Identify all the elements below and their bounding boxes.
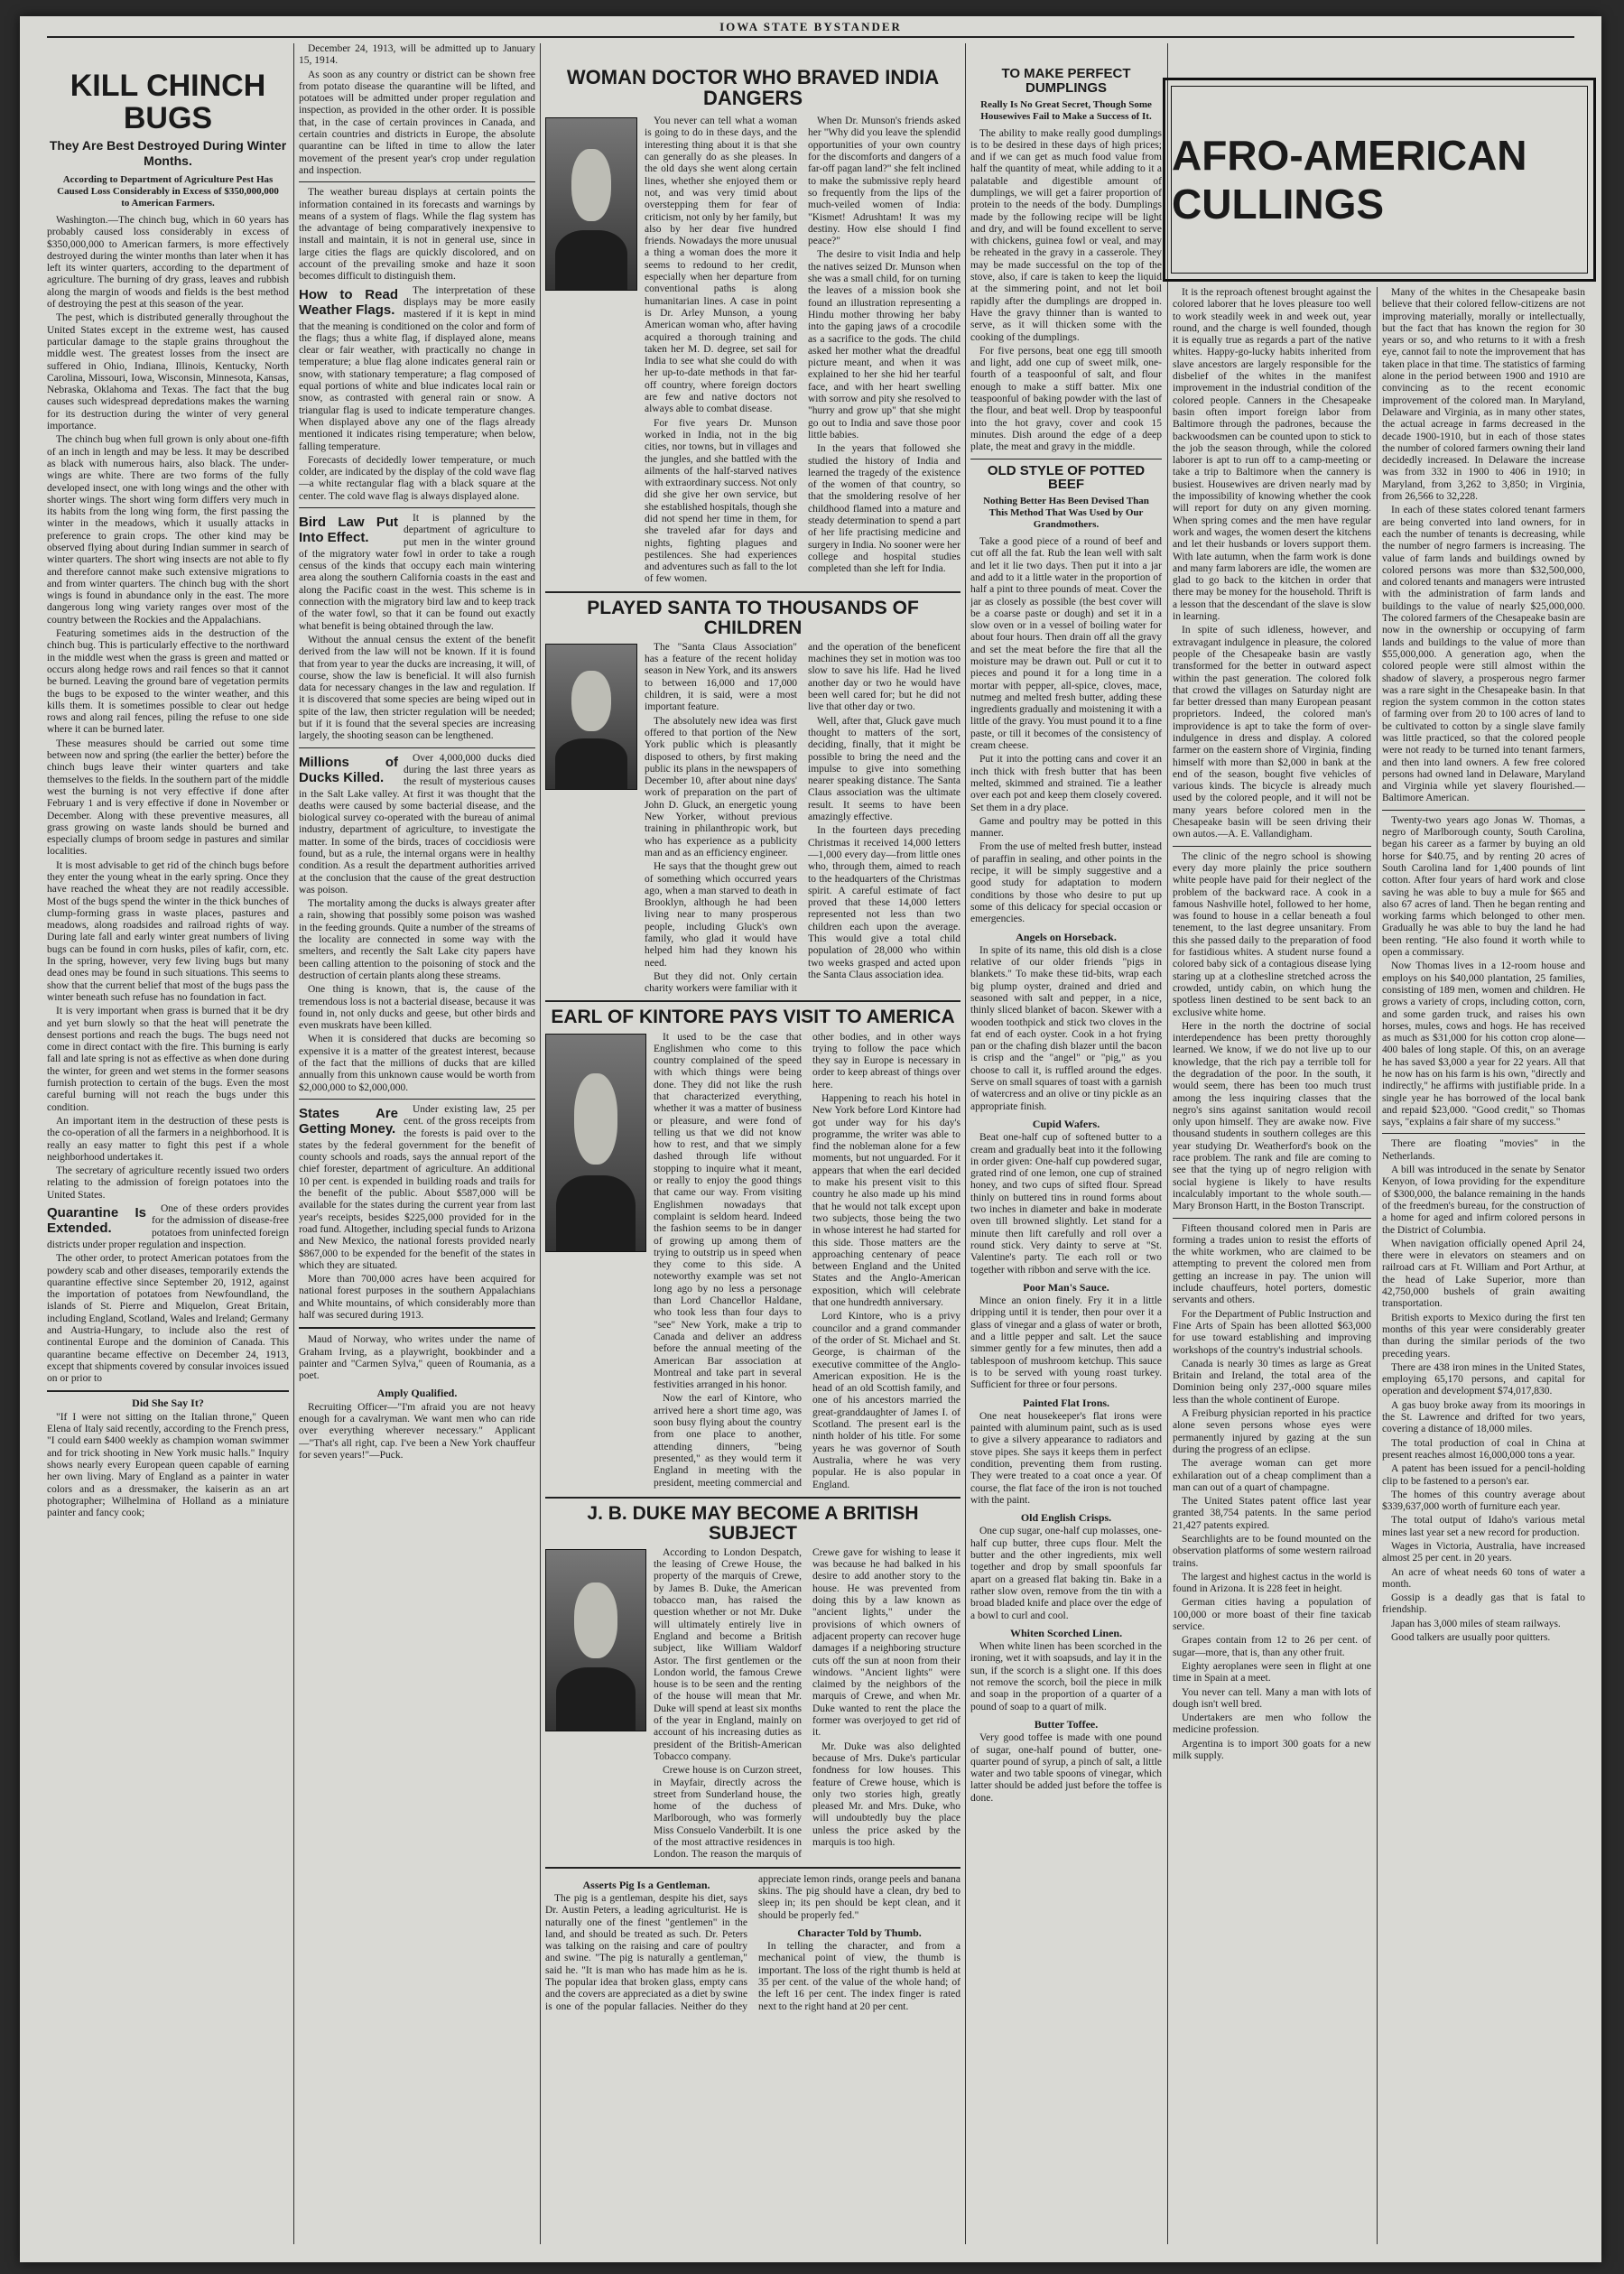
- cullings-para-15: Eighty aeroplanes were seen in flight at one time in Spain at a meet.: [1173, 1660, 1371, 1685]
- linen-heading: Whiten Scorched Linen.: [1009, 1626, 1123, 1639]
- weather-sidehead: How to Read Weather Flags.: [299, 286, 398, 318]
- amply-heading: Amply Qualified.: [376, 1387, 458, 1400]
- right-para-4: Now Thomas lives in a 12-room house and employs on his $40,000 plantation, 25 families, consisting of 189 men, women and children. He grows a variety of crops, including cotton, corn, and some garden truck, and raises his own horses, mules, cows and hogs. He has received as much as $31,000 for his cotton crop alone—400 bales of long staple. Of this, on an average he has saved $3,000 a year for 22 years. All that he now has on his farm is his own, "directly and indirectly," he affirms with justifiable pride. In a single year he has borrowed of the local bank and repaid $23,000. "Good credit," so Thomas says, "explains a fair share of my success.": [1382, 961, 1585, 1128]
- santa-headline: PLAYED SANTA TO THOUSANDS OF CHILDREN: [587, 597, 919, 638]
- chinch-para-2: The pest, which is distributed generally throughout the United States except in the extreme west, has caused particular damage to the staple grains throughout the middle west. The greatest losses from the insect are suffered in Ohio, Indiana, Illinois, Kentucky, North Carolina, Missouri, Iowa, Wisconsin, Minnesota, Kansas, Nebraska, Oklahoma and Texas. The fact that the bug causes such widespread depredations makes the warning for its destruction during the winter of very general importance.: [47, 312, 289, 432]
- column-3: [545, 43, 960, 2244]
- quarantine-para-1: The secretary of agriculture recently issued two orders relating to the admission of foreign potatoes into the United States.: [47, 1165, 289, 1201]
- cullings-para-3: The clinic of the negro school is showing every day more plainly the price southern white people have paid for their neglect of the problem of the backward race. A cook in a famous Nashville hotel, followed to her home, was found to house in a cellar beneath a foul tenement, to the last degree unsanitary. From this she passed daily to the preparation of food for fastidious whites. A student nurse found a colored baby sick of a contagious disease lying staring up at a clothesline stretched across the crowded, untidy cabin, on which hung the spotless linen destined to be sent back to an exclusive white home.: [1173, 850, 1371, 1018]
- ducks-para-4: When it is considered that ducks are becoming so expensive it is a matter of the greatest interest, because of the fact that the millions of ducks that are killed annually from this unknown cause would be worth from $2,000,000 to $2,000,000.: [299, 1034, 535, 1093]
- right-para-17: Gossip is a deadly gas that is fatal to friendship.: [1382, 1592, 1585, 1616]
- quarantine-para-2: One of these orders provides for the admission of disease-free potatoes from uninfected foreign districts under proper regulation and inspection.: [47, 1203, 289, 1250]
- dumplings-para-2: For five persons, beat one egg till smooth and light, add one cup of sweet milk, one-fourth of a teaspoonful of salt, and flour enough to make a stiff batter. Mix one teaspoonful of baking powder with the last of the flour, and beat well. Drop by teaspoonful into the hot gravy, cover and cook 15 minutes. Dish around the edge of a deep plate, the meat and gravy in the middle.: [970, 345, 1162, 453]
- chinch-para-6: It is most advisable to get rid of the chinch bugs before they enter the young wheat in the early spring. Once they have reached the wheat they are not readily accessible. Most of the bugs spend the winter in the thick bunches of clump-forming grass in waste places, pastures and meadows, along roadsides and railroad rights of way. During late fall and early winter great numbers of living bugs can be found in corn husks, piles of kafir, corn, etc. In the spring, however, very few living bugs but many dead ones may be found in such situations. This seems to show that the current belief that most of the bugs pass the winter beneath such refuse has no foundation in fact.: [47, 859, 289, 1003]
- doctor-para-1: You never can tell what a woman is going to do in these days, and the interesting thing about it is that she can generally do as she pleases. In the old days she went along certain lines, whether she enjoyed them or not, and was very timid about overstepping them for fear of criticism, not only by her family, but also by her dear five hundred friends. Nowadays the more unusual a thing a woman does the more it seems to redound to her credit, especially when her departure from conventional paths is along humanitarian lines. A case in point is Dr. Arley Munson, a young American woman who, after having acquired a thorough training and taken her M. D. degree, set sail for India to see what she could do with her up-to-date methods in that far-off country, where foreign doctors are few and native doctors not always able to combat disease.: [645, 116, 797, 415]
- cupid-text: Beat one-half cup of softened butter to a cream and gradually beat into it the following in order given: One-half cup powdered sugar, grated rind of one lemon, one cup of strained honey, and two cups of sifted flour. Spread thinly on buttered tins in round forms about two inches in diameter and bake in moderate oven till browned slightly. Let stand for a minute then lift carefully and roll over a round stick. Very dainty to serve at "St. Valentine's party. Tie each roll or two together with ribbon and serve with the ice.: [970, 1132, 1162, 1276]
- duke-portrait: [545, 1549, 646, 1731]
- cullings-para-2: In spite of such idleness, however, and extravagant indulgence in pleasure, the colored people of the Chesapeake basin are vastly transformed for the better in outward aspect within the past generation. The colored folk that crowd the villages on Saturday night are far better dressed than many European peasant proprietors. Indeed, the colored man's improvidence is apt to take the form of over-indulgence in dress and display. A colored farmer on the eastern shore of Virginia, finding himself with more than $2,000 in bank at the end of the season, bought five vehicles of various kinds. The bicycle is already much used by the colored people, and it will not be many years before colored men in the Chesapeake basin will be seen driving their own autos.—A. E. Vallandigham.: [1173, 625, 1371, 840]
- maud-text: Maud of Norway, who writes under the name of Graham Irving, as a playwright, bookbinder and a painter and "Carmen Sylva," queen of Roumania, as a poet.: [299, 1334, 535, 1382]
- chinch-para-4: Featuring sometimes aids in the destruction of the chinch bug. This is particularly effective to the northward in the middle west when the grass is green and matted or occurs along hedge rows and rail fences so that it cannot be burned. Leaving the ground bare of vegetation permits the bugs to be exposed to the winter weather, and this kills them. It is sometimes possible to clear out hedge rows and along rail fences, piling the refuse to one side where it can be burned later.: [47, 628, 289, 736]
- poor-man-text: Mince an onion finely. Fry it in a little dripping until it is tender, then pour over it a glass of vinegar and a glass of water or broth, and a little pepper and salt. Let the sauce simmer gently for a few minutes, then add a tablespoon of mushroom ketchup. This sauce is to be served with young roast turkey. Sufficient for three or four persons.: [970, 1295, 1162, 1391]
- cullings-para-13: German cities having a population of 100,000 or more boast of their fine taxicab service.: [1173, 1597, 1371, 1633]
- cullings-para-1: It is the reproach oftenest brought against the colored laborer that he loves pleasure too well to work steadily week in and week out, year round, and the charge is well founded, though it is equally true as regards a part of the native whites. Happy-go-lucky habits inherited from slave ancestors are largely responsible for the disbelief of the whites in the manifest improvement in the industrial condition of the colored people. Canners in the Chesapeake basin often import foreign labor from Baltimore through the padrones, because the backwoodsmen can be counted upon to stick to the job the season through, while the colored laborer is apt to run off to a camp-meeting or take a trip to Baltimore when the cannery is busiest. Housewives are driven nearly mad by the impossibility of knowing whether the cook will report for duty on any given morning. When spring comes and the men have regular work and wages, the women desert the kitchens and let their husbands or lovers support them. With late autumn, when the farm work is done and many farm laborers are idle, the women are glad to go back to the kitchen in order that there may be money for the household. Thrift is a lesson that the descendant of the slave is slow in learning.: [1173, 287, 1371, 623]
- chinch-para-8: An important item in the destruction of these pests is the co-operation of all the farmers in a neighborhood. It is really an easy matter to fight this pest if a whole neighborhood undertakes it.: [47, 1115, 289, 1163]
- chinch-headline: KILL CHINCH BUGS: [70, 69, 266, 135]
- beef-para-1: Take a good piece of a round of beef and cut off all the fat. Rub the lean well with salt and let it lie two days. Then put it into a jar and add to it a little water in the proportion of half a pint to three pounds of meat. Cover the jar as closely as possible (the best cover will be a coarse paste or dough) and set it in a slow oven or in a vessel of boiling water for about four hours. Then drain off all the gravy and set the meat before the fire that all the moisture may be drawn out. Pull or cut it to pieces and pound it for a long time in a mortar with pepper, all-spice, cloves, mace, nutmeg and melted fresh butter, adding these ingredients gradually and moistening it with a little of the gravy. You must pound it to a fine paste, or till it becomes of the consistency of cream cheese.: [970, 536, 1162, 752]
- rule: [299, 181, 535, 182]
- rule: [299, 1327, 535, 1329]
- thumb-heading: Character Told by Thumb.: [797, 1926, 922, 1939]
- right-para-13: The homes of this country average about $339,637,000 worth of furniture each year.: [1382, 1489, 1585, 1513]
- right-para-10: A gas buoy broke away from its moorings in the St. Lawrence and drifted for two years, covering a distance of 18,000 miles.: [1382, 1399, 1585, 1435]
- doctor-para-4: The desire to visit India and help the natives seized Dr. Munson when she was a small child, for on turning the leaves of a mission book she found an illustration representing a Hindu mother throwing her baby into the gaping jaws of a crocodile as a sacrifice to the gods. The child asked her mother what the dreadful picture meant, and when it was explained to her she hid her tearful face, and with her heart swelling with sorrow and pity she resolved to "hurry and grow up" that she might go out to India and save those poor little babies.: [808, 249, 960, 441]
- cullings-para-18: Argentina is to import 300 goats for a new milk supply.: [1173, 1738, 1371, 1762]
- cullings-para-9: The average woman can get more exhilaration out of a cheap compliment than a man can out of a quart of champagne.: [1173, 1458, 1371, 1493]
- duke-para-3: Mr. Duke was also delighted because of Mrs. Duke's particular fondness for low houses. This feature of Crewe house, which is only two stories high, greatly pleased Mr. and Mrs. Duke, who will undoubtedly buy the place unless the price asked by the marquis is too high.: [812, 1740, 960, 1849]
- thumb-text: In telling the character, and from a mechanical point of view, the thumb is important. The loss of the right thumb is held at 35 per cent. of the value of the whole hand; of the left 16 per cent. The index finger is rated next to the right hand at 20 per cent.: [758, 1941, 960, 2012]
- duke-headline: J. B. DUKE MAY BECOME A BRITISH SUBJECT: [587, 1502, 919, 1544]
- woman-doctor-headline: WOMAN DOCTOR WHO BRAVED INDIA DANGERS: [566, 66, 940, 110]
- rule: [1382, 1133, 1585, 1134]
- cullings-para-5: Fifteen thousand colored men in Paris are forming a trades union to resist the efforts of the white workmen, who are claimed to be attempting to prevent the colored men from getting an increase in pay. The union will include chauffeurs, hotel porters, domestic servants and others.: [1173, 1222, 1371, 1306]
- right-para-15: Wages in Victoria, Australia, have increased almost 25 per cent. in 20 years.: [1382, 1540, 1585, 1564]
- cullings-para-10: The United States patent office last year granted 38,754 patents. In the same period 21,427 patents expired.: [1173, 1496, 1371, 1531]
- right-para-1: Many of the whites in the Chesapeake basin believe that their colored fellow-citizens are not improving materially, morally or intellectually, but the fact that has known the region for 30 years or so, and who returns to it with a fresh eye, cannot fail to note the improvement that has taken place in that time. The statistics of farming alone in the period between 1900 and 1910 are convincing as to the recent economic improvement of the colored man. In Maryland, Delaware and Virginia, as in many other states, the actual acreage in farms decreased in the decade 1900-1910, but in each of those states the number of colored farmers owning their land decidedly increased. In Delaware the increase was from 332 in 1900 to 406 in 1910; in Maryland, from 3,262 to 3,850; in Virginia, from 26,566 to 32,228.: [1382, 287, 1585, 503]
- toffee-text: Very good toffee is made with one pound of sugar, one-half pound of butter, one-quarter pound of syrup, a pinch of salt, a little water and two table spoons of vinegar, which latter should be added just before the toffee is done.: [970, 1732, 1162, 1804]
- cullings-title-box: [1163, 78, 1596, 282]
- ducks-para-3: One thing is known, that is, the cause of the tremendous loss is not a bacterial disease, because it was found in, not only ducks and geese, but other birds and even muskrats have been killed.: [299, 984, 535, 1032]
- rule: [299, 1099, 535, 1100]
- bird-para-1: It is planned by the department of agriculture to put men in the winter ground of the migratory water fowl in order to take a rough census of the kinds that occupy each main wintering area along the southern California coasts in the east and along the Pacific coast in the west. This scheme is in connection with the migratory bird law and to keep track of the water fowl, so that it can be found out exactly what benefit is being obtained through the law.: [299, 512, 535, 632]
- doctor-para-5: In the years that followed she studied the history of India and learned the tragedy of the existence of the women of that country, so that the smoldering resolve of her childhood flamed into a mature and steady determination to spend a part of her life practising medicine and surgery in India. No sooner were her college and hospital studies completed than she left for India.: [808, 443, 960, 575]
- right-para-8: British exports to Mexico during the first ten months of this year were considerably greater than during the similar periods of the two preceding years.: [1382, 1312, 1585, 1360]
- states-sidehead: States Are Getting Money.: [299, 1105, 398, 1137]
- column-6: [1382, 287, 1585, 2244]
- cullings-para-14: Grapes contain from 12 to 26 per cent. of sugar—more, that is, than any other fruit.: [1173, 1635, 1371, 1658]
- right-para-18: Japan has 3,000 miles of steam railways.: [1391, 1618, 1561, 1629]
- column-rule: [540, 43, 541, 2244]
- column-rule: [965, 43, 966, 2244]
- rule: [1173, 846, 1371, 847]
- duke-para-1: According to London Despatch, the leasing of Crewe House, the property of the marquis of Crewe, by James B. Duke, the American tobacco man, has raised the question whether or not Mr. Duke will ultimately entirely live in England and become a British subject, like William Waldorf Astor. The first gentlemen or the London world, the famous Crewe house is to be seen and the renting of the house will mean that Mr. Duke will spend at least six months of the year in England, mainly on account of his increasing duties as president of the British-American Tobacco company.: [654, 1546, 802, 1762]
- cullings-inner-border: [1171, 86, 1588, 274]
- weather-para-3: Forecasts of decidedly lower temperature, or much colder, are indicated by the display of the cold wave flag—a white rectangular flag with a black square at the center. The cold wave flag is always displayed alone.: [299, 454, 535, 502]
- chinch-deck: According to Department of Agriculture Pest Has Caused Loss Considerably in Excess of $350,000,000 to American Farmers.: [57, 173, 279, 209]
- linen-text: When white linen has been scorched in the ironing, wet it with soapsuds, and lay it in the sun, if the scorch is a slight one. If this does not remove the scorch, boil the piece in milk and soap in the proportion of a quarter of a pound of soap to a quart of milk.: [970, 1641, 1162, 1712]
- dr-munson-portrait: [545, 117, 637, 291]
- ducks-para-1: Over 4,000,000 ducks died during the last three years as the result of mysterious causes in the Salt Lake valley. At first it was thought that the deaths were caused by some bacterial disease, and the biological survey co-operated with the bureau of animal industry, department of agriculture, to investigate the matter. In some of the birds, traces of coccidiosis were found, but as a rule, the internal organs were in healthy condition. As a result the department authorities arrived at the conclusion that the cause of the great destruction was poison.: [299, 752, 535, 896]
- right-para-7: When navigation officially opened April 24, there were in elevators on steamers and on railroad cars at Ft. William and Port Arthur, at the head of Lake Superior, more than 42,750,000 bushels of grain awaiting transportation.: [1382, 1238, 1585, 1310]
- states-para-1: Under existing law, 25 per cent. of the gross receipts from the forests is paid over to the states by the federal government for the benefit of county schools and roads, says the annual report of the chief forester, department of agriculture. An additional 10 per cent. is expended in building roads and trails for the benefit of the public. About $587,000 will be available for the states during the current year from last year's receipts, besides $225,000 provided for in the road fund. Altogether, including special funds to Arizona and New Mexico, the national forests provided nearly $867,000 to be expended for the benefit of the states in which they are situated.: [299, 1103, 535, 1271]
- rule: [1382, 810, 1585, 811]
- right-para-14: The total output of Idaho's various metal mines last year set a new record for production.: [1382, 1515, 1585, 1538]
- santa-para-4: But they did not. Only certain charity workers were familiar with it and the operation of the beneficent machines they set in motion was too slow to save his life. Had he lived another day or two he would have been well cared for; but he did not live that other day or two.: [645, 641, 960, 995]
- column-rule: [293, 43, 294, 2244]
- quarantine-cont: December 24, 1913, will be admitted up to January 15, 1914.: [299, 43, 535, 67]
- kintore-para-3: Happening to reach his hotel in New York before Lord Kintore had got under way for his day's programme, the writer was able to find the nobleman alone for a few moments, but not unguarded. For it appears that when the earl decided to make his present visit to this country he also made up his mind that he would not talk except upon two subjects, those being the two in whose interest he had started for this side. Those matters are the approaching centenary of peace between England and the United States and the Anglo-American exposition, which will celebrate that one hundredth anniversary.: [812, 1093, 960, 1309]
- doctor-para-2: For five years Dr. Munson worked in India, not in the big cities, nor towns, but in villages and the jungles, and she battled with the ailments of the half-starved natives with extraordinary success. Not only did she give her own service, but she established hospitals, though she did not spend her time in them, for she traveled afar for days and nights, fighting plagues and pestilences. She had experiences and adventures such as fall to the lot of few women.: [645, 417, 797, 585]
- beef-para-2: Put it into the potting cans and cover it an inch thick with fresh butter that has been melted, skimmed and strained. Tie a leather over each pot and keep them closely covered. Set them in a dry place.: [970, 754, 1162, 813]
- crisps-text: One cup sugar, one-half cup molasses, one-half cup butter, three cups flour. Melt the butter and the other ingredients, mix well together and drop by small spoonfuls far apart on a greased flat baking tin. Bake in a rather slow oven, remove from the tin with a broad bladed knife and place over the edge of a bowl to curl and cool.: [970, 1526, 1162, 1621]
- column-2: [299, 43, 535, 2244]
- dumplings-para-1: The ability to make really good dumplings is to be desired in these days of high prices; and if we can get as much food value from half the quantity of meat, while adding to it a palatable and digestible amount of dumplings, we will get a fairer proportion of protein to the needs of the body. Dumplings made by the following recipe will be light and dry, and will be found excellent to serve with chickens, guinea fowl or veal, and may be reheated in the gravy in a casserole. They may be made successful on the top of the stove, also, if care is taken to keep the liquid at the simmering point, and not let boil rapidly after the dumplings are dropped in. Have the gravy thinner than is wanted to serve, as it will thicken some with the cooking of the dumplings.: [970, 127, 1162, 343]
- doctor-para-3: When Dr. Munson's friends asked her "Why did you leave the splendid opportunities of your own country for the discomforts and dangers of a far-off pagan land?" she felt inclined to make the submissive reply heard so frequently from the lips of the much-veiled women of India: "Kismet! Adrushtam! It was my destiny. How else should I find peace?": [808, 116, 960, 247]
- ducks-para-2: The mortality among the ducks is always greater after a rain, showing that possibly some poison was washed in the feeding grounds. Quite a number of the streams of the locality are connected in some way with the smelters, and recently the Salt Lake city papers have been calling attention to the poisoning of stock and the destruction of certain plants along these streams.: [299, 898, 535, 981]
- misc-body: [545, 1874, 960, 2014]
- weather-para-2: The interpretation of these displays may be more easily mastered if it is kept in mind that the meaning is conditioned on the color and form of the flags; thus a white flag, if displayed alone, means clear or fair weather, with practically no change in temperature; a blue flag alone indicates general rain or snow, with stationary temperature; a flag composed of equal portions of white and blue indicates local rain or snow, as contrasted with general rain or snow. A triangular flag is used to indicate temperature changes. When displayed above any one of the flags already mentioned it indicates rising temperature; when below, falling temperature.: [299, 284, 535, 452]
- cullings-title: AFRO-AMERICAN CULLINGS: [1172, 132, 1527, 227]
- chinch-para-1: Washington.—The chinch bug, which in 60 years has probably caused loss considerably in excess of $350,000,000 to American farmers, is more effectively destroyed during the winter months than later when it has left its winter quarters, according to the department of agriculture. The burning of dry grass, leaves and rubbish along the margin of woods and fields is the best method of destroying the pest at this season of the year.: [47, 214, 289, 311]
- top-rule: [47, 36, 1574, 38]
- cupid-heading: Cupid Wafers.: [1032, 1117, 1100, 1130]
- cullings-para-17: Undertakers are men who follow the medicine profession.: [1173, 1712, 1371, 1736]
- dumplings-headline: TO MAKE PERFECT DUMPLINGS: [1001, 66, 1131, 96]
- states-para-2: More than 700,000 acres have been acquired for national forest purposes in the southern Appalachians and White mountains, of which considerably more than half was secured during 1913.: [299, 1274, 535, 1321]
- flat-irons-heading: Painted Flat Irons.: [1022, 1396, 1110, 1409]
- cullings-para-4: Here in the north the doctrine of social interdependence has been pretty thoroughly learned. We know, if we do not live up to our knowledge, that the rich pay a terrible toll for the degradation of the poor. In the south, it would seem, there has been too much trust among the less inquiring classes that the negro's sins against sanitation would recoil only upon himself. They are awake now. Five thousand students in southern colleges are this year studying Dr. Weatherford's book on the race problem. The rank and file are coming to see that the tying up of negro religion with social hygiene is likely to have results incalculably important to the whole south.—Mary Bronson Hartt, in the Boston Transcript.: [1173, 1020, 1371, 1212]
- right-para-3: Twenty-two years ago Jonas W. Thomas, a negro of Marlborough county, South Carolina, began his career as a farmer by buying an old horse for $40.75, and by renting 20 acres of South Carolina land for 1,400 pounds of lint cotton. After four years of hard work and close saving he was able to buy a mule for $65 and also 67 acres of land. Then he began renting and working farms which belonged to other men. Gradually he was able to buy the land he had been renting. "He also found it worth while to open a commissary.: [1382, 814, 1585, 959]
- pig-heading: Asserts Pig Is a Gentleman.: [582, 1878, 710, 1891]
- dumplings-deck: Really Is No Great Secret, Though Some Housewives Fail to Make a Success of It.: [980, 98, 1152, 122]
- right-para-19: Good talkers are usually poor quitters.: [1391, 1632, 1551, 1644]
- cullings-para-8: A Freiburg physician reported in his practice alone seven persons whose eyes were permanently injured by gazing at the sun during the progress of an eclipse.: [1173, 1408, 1371, 1455]
- right-para-16: An acre of wheat needs 60 tons of water a month.: [1382, 1566, 1585, 1590]
- duke-body: [654, 1547, 960, 1861]
- kintore-para-1: It used to be the case that Englishmen who come to this country complained of the speed with which things were being done. They did not like the rush that characterized everything, whether it was a matter of business or pleasure, and were fond of telling us that we did not know how to rest, and that we simply dashed through life without stopping to inquire what it meant, or really to enjoy the good things that came our way. From visiting Englishmen nowadays that complaint is seldom heard. Indeed the fashion seems to be in danger of growing up among them of trying to outstrip us in speed when they come to this side. A noteworthy example was set not long ago by no less a personage than Lord Chancellor Haldane, who took less than four days to "see" New York, make a trip to Canada and deliver an address before the annual meeting of the American Bar association at Montreal and take part in several festivities arranged in his honor.: [654, 1031, 802, 1391]
- angels-text: In spite of its name, this old dish is a close relative of our older friends "pigs in blankets." To make these tid-bits, wrap each big plump oyster, drained and dried and seasoned with salt and pepper, in a nice, thinly sliced blanket of bacon. Skewer with a wooden toothpick and stick two cloves in the fat end of each oyster. Cook in a hot frying pan or the chafing dish blazer until the bacon is crisp and the "angel" or "pig," as you choose to call it, is ruffled around the edges. Serve on small squares of toast with a garnish of watercress and an olive or tiny pickle as an appropriate finish.: [970, 944, 1162, 1112]
- angels-heading: Angels on Horseback.: [1016, 930, 1117, 943]
- column-rule: [1377, 287, 1378, 2244]
- toffee-heading: Butter Toffee.: [1034, 1717, 1099, 1731]
- did-she-text: "If I were not sitting on the Italian throne," Queen Elena of Italy said recently, according to the French press, "I could earn $400 weekly as champion woman swimmer and for trick shooting in New York music halls." Inquiry shows nearly every European queen capable of earning her own living. Mary of England as a painter in water colors and as a dressmaker, the kaiserin as an art photographer; Wilhelmina of Holland as a miniature painter and fancy cook;: [47, 1411, 289, 1519]
- quarantine-cont-2: As soon as any country or district can be shown free from potato disease the quarantine will be lifted, and potatoes will be admitted under proper regulation and inspection, as provided in the other order. It is possible that, in the case of certain provinces in Canada, and certain countries and districts in Europe, the absolute quarantine can be lifted in time to allow the later movement of the present year's crop under regulation and inspection.: [299, 69, 535, 176]
- right-para-11: The total production of coal in China at present reaches almost 16,000,000 tons a year.: [1382, 1437, 1585, 1461]
- santa-para-6: In the fourteen days preceding Christmas it received 14,000 letters—1,000 every day—from little ones who, through them, aimed to reach to the headquarters of the Christmas spirit. A careful estimate of fact proved that these 14,000 letters represented not less than two children each upon the average. This would give a total child population of 28,000 who within two weeks grasped and acted upon the Santa Claus association idea.: [808, 825, 960, 980]
- did-she-heading: Did She Say It?: [132, 1397, 204, 1410]
- column-4: [970, 43, 1162, 2244]
- beef-deck: Nothing Better Has Been Devised Than This Method That Was Used by Our Grandmothers.: [983, 496, 1149, 531]
- chinch-para-7: It is very important when grass is burned that it be dry and yet burn slowly so that the heat will penetrate the densest portions and reach the bugs. The bugs need not come in direct contact with the fire. This burning is early fall and late spring is not as effective as when done during the winter, for green and wet stems in the former seasons furnish protection to certain of the bugs. Even the most careful burning will not reach the bugs under this condition.: [47, 1006, 289, 1113]
- right-para-9: There are 438 iron mines in the United States, employing 65,170 persons, and capital for operation and development $74,017,830.: [1382, 1361, 1585, 1397]
- beef-para-4: From the use of melted fresh butter, instead of paraffin in sealing, and other points in the recipe, it will be simply suggestive and a good study for adaptation to modern conditions by those who desire to put up some of this delicacy for special occasion or emergencies.: [970, 841, 1162, 925]
- quarantine-para-3: The other order, to protect American potatoes from the powdery scab and other diseases, temporarily extends the quarantine effective since September 20, 1912, against the importation of potatoes from Newfoundland, the islands of St. Pierre and Miquelon, Great Britain, including England, Scotland, Wales and Ireland; Germany and Austria-Hungary, to include also the rest of continental Europe and the dominion of Canada. This quarantine became effective on December 24, 1913, except that shipments covered by consular invoices issued on or prior to: [47, 1253, 289, 1385]
- rule: [545, 1000, 960, 1002]
- bird-law-sidehead: Bird Law Put Into Effect.: [299, 514, 398, 545]
- santa-para-5: Well, after that, Gluck gave much thought to matters of the sort, deciding, finally, that it might be possible to bring the need and the impulse to give into something nearer speaking distance. The Santa Claus association was the ultimate result. It seems to have been amazingly effective.: [808, 715, 960, 823]
- beef-headline: OLD STYLE OF POTTED BEEF: [987, 462, 1146, 493]
- woman-doctor-body: [645, 116, 960, 586]
- santa-para-1: The "Santa Claus Association" has a feature of the recent holiday season in New York, and its answers to between 16,000 and 17,000 children, it is said, were a most important feature.: [645, 641, 797, 713]
- poor-man-heading: Poor Man's Sauce.: [1023, 1280, 1109, 1294]
- rule: [299, 747, 535, 748]
- rule: [545, 1867, 960, 1869]
- rule: [299, 507, 535, 508]
- cullings-para-16: You never can tell. Many a man with lots of dough isn't well bred.: [1173, 1686, 1371, 1710]
- santa-body: [645, 642, 960, 996]
- pig-text: The pig is a gentleman, despite his diet, says Dr. Austin Peters, a leading agriculturist. He is naturally one of the finest "gentlemen" in the land, and should be treated as such. Dr. Peters was talking on the raising and care of poultry and swine. "The pig is naturally a gentleman," said he. "It is man who has made him as he is. The popular idea that broken glass, empty cans and the covers are appreciated as a diet by swine is one of the popular fallacies. Neither do they appreciate lemon rinds, orange peels and banana skins. The pig should have a clean, dry bed to sleep in; its pen should be kept clean, and it should be properly fed.": [545, 1873, 960, 2012]
- cullings-para-11: Searchlights are to be found mounted on the observation platforms of some western railroad trains.: [1173, 1533, 1371, 1569]
- rule: [545, 591, 960, 593]
- santa-para-3: He says that the thought grew out of something which occurred years ago, when a man starved to death in Brooklyn, although he had been living near to many prosperous people, including Gluck's own family, who glad it would have helped him had they known his need.: [645, 861, 797, 969]
- kintore-headline: EARL OF KINTORE PAYS VISIT TO AMERICA: [551, 1007, 955, 1028]
- weather-para-1: The weather bureau displays at certain points the information contained in its forecasts and warnings by means of a system of flags. While the flag system has the advantage of being comparatively inexpensive to install and maintain, it is not in general use, since in large cities the flags are quickly discolored, and on account of the prevailing smoke and haze it soon becomes difficult to distinguish them.: [299, 187, 535, 283]
- cullings-para-7: Canada is nearly 30 times as large as Great Britain and Ireland, the total area of the Dominion being only 237,-000 square miles less than the whole continent of Europe.: [1173, 1358, 1371, 1406]
- rule: [1173, 1218, 1371, 1219]
- flat-irons-text: One neat housekeeper's flat irons were painted with aluminum paint, such as is used to give a silvery appearance to radiators and stove pipes. She says it keeps them in perfect condition, preventing them from rusting. They were treated to a coat once a year. Of course, the flat face of the iron is not touched with the paint.: [970, 1410, 1162, 1506]
- gluck-portrait: [545, 644, 637, 790]
- rule: [545, 1497, 960, 1499]
- cullings-para-6: For the Department of Public Instruction and Fine Arts of Spain has been allotted $63,000 for use toward establishing and improving workshops of the country's industrial schools.: [1173, 1308, 1371, 1356]
- duke-para-2: Crewe house is on Curzon street, in Mayfair, directly across the street from Sunderland house, the home of the duchess of Marlborough, who was formerly Miss Consuelo Vanderbilt. It is one of the most attractive residences in London. The reason the marquis of Crewe gave for wishing to lease it was because he had balked in his desire to add another story to the house. He was prevented from doing this by a law known as "ancient lights," under the provisions of which owners of adjacent property can recover huge damages if a neighboring structure cuts off the sun at noon from their windows. "Ancient lights" were claimed by the neighbors of the marquis of Crewe, and when Mr. Duke wanted to rent the place the former was overjoyed to get rid of it.: [654, 1546, 960, 1861]
- section-rule: [47, 1390, 289, 1392]
- bird-para-2: Without the annual census the extent of the benefit derived from the law will not be known. If it is found that from year to year the ducks are increasing, it will, of course, show the law is beneficial. It will also furnish data for necessary changes in the law and regulation. If it is discovered that some species are being wiped out in spite of the law, then stricter regulation will be needed; but if it is found that the several species are increasing largely, the shooting season can be lengthened.: [299, 634, 535, 742]
- column-1: [47, 43, 289, 2244]
- newspaper-page: [20, 16, 1601, 2262]
- kintore-para-4: Lord Kintore, who is a privy councilor and a grand commander of the order of St. Michael and St. George, is chairman of the executive committee of the Anglo-American exposition. He is the head of an old Scottish family, and one of his ancestors married the great-granddaughter of James I. of Scotland. The present earl is the ninth holder of his title. For some years he was governor of South Australia, where he was very popular. He is also popular in England.: [812, 1311, 960, 1490]
- masthead: IOWA STATE BYSTANDER: [719, 20, 902, 33]
- amply-text: Recruiting Officer—"I'm afraid you are not heavy enough for a cavalryman. We want men who can ride over everything wherever necessary." Applicant—"That's all right, cap. I've been a New York chauffeur for seven years!"—Puck.: [299, 1401, 535, 1461]
- chinch-para-3: The chinch bug when full grown is only about one-fifth of an inch in length and may be less. It may be described as black with numerous hairs, also black. The under-wings are white. There are two forms of the fully developed insect, one with long wings and the other with shorter wings. The short wing form differs very much in its habits from the long wing form, the first passing the winter in the meadows, which it usually attacks in preference to grain crops. The other kind may be observed flying about during Indian summer in search of winter quarters. The short wing insects are not able to fly and therefore cannot make such extensive migrations to and from winter quarters. The chinch bug with the short wings is found in abundance only in the east. The more dangerous long wing variety ranges over most of the country between the Rockies and the Appalachians.: [47, 434, 289, 626]
- chinch-para-5: These measures should be carried out some time between now and spring (the earlier the better) before the chinch bugs leave their winter quarters and take themselves to the fields. In the southern part of the middle west the burning is not very effective if done after February 1 and is very effective if done in November or December. Along with these preventive measures, all grass growing on waste lands should be burned and especially clumps of broom sedge in pastures and similar localities.: [47, 738, 289, 858]
- kintore-portrait: [545, 1034, 646, 1252]
- kintore-para-2: Now the earl of Kintore, who arrived here a short time ago, was soon busy flying about the country from one place to another, attending dinners, "being presented," as they would term it England in meeting with the president, meeting commercial and other bodies, and in other ways trying to follow the pace which they say in Europe is necessary in order to keep abreast of things over here.: [654, 1031, 960, 1489]
- santa-para-2: The absolutely new idea was first offered to that portion of the New York public which is pleasantly disposed to others, by first making public its plans in the newspapers of December 10, after about nine days' work of preparation on the part of John D. Gluck, an energetic young New Yorker, without previous training in philanthropic work, but who has experience as a publicity man and as an efficiency engineer.: [645, 715, 797, 859]
- beef-para-3: Game and poultry may be potted in this manner.: [970, 815, 1162, 840]
- kintore-body: [654, 1032, 960, 1491]
- right-para-6: A bill was introduced in the senate by Senator Kenyon, of Iowa providing for the expenditure of $300,000, the balance remaining in the hands of the freedmen's bureau, for the construction of a home for aged and infirm colored persons in the District of Columbia.: [1382, 1165, 1585, 1236]
- column-5: [1173, 287, 1371, 2244]
- right-para-2: In each of these states colored tenant farmers are being converted into land owners, for in each the number of tenants is decreasing, while the number of negro farmers is increasing. The value of farm lands and buildings owned by colored persons was more than $32,500,000, and colored tenants and managers were intrusted with the administration of farm lands and buildings to the value of nearly $25,000,000. The colored farmers of the Chesapeake basin are now in the ownership or occupying of farm lands and buildings to the value of more than $55,000,000. A generation ago, when the colored people were still almost within the shadow of slavery, a prosperous negro farmer was a rare sight in the Chesapeake basin. In that region the system common in the cotton states of farming over from 20 to 100 acres of land to be cultivated to cotton by a single slave family was little practiced, so that the colored people were not ready to be turned into tenant farmers, and then into land owners. A few free colored persons had owned land in Delaware, Maryland and Virginia while yet slavery flourished.—Baltimore American.: [1382, 505, 1585, 804]
- cullings-para-12: The largest and highest cactus in the world is found in Arizona. It is 228 feet in height.: [1173, 1571, 1371, 1595]
- crisps-heading: Old English Crisps.: [1020, 1511, 1112, 1525]
- chinch-subhead: They Are Best Destroyed During Winter Months.: [49, 138, 287, 169]
- quarantine-sidehead: Quarantine Is Extended.: [47, 1205, 146, 1237]
- right-para-12: A patent has been issued for a pencil-holding clip to be fastened to a person's ear.: [1382, 1463, 1585, 1487]
- column-rule: [1167, 43, 1168, 2244]
- ducks-sidehead: Millions of Ducks Killed.: [299, 754, 398, 785]
- right-para-5: There are floating "movies" in the Netherlands.: [1382, 1138, 1585, 1162]
